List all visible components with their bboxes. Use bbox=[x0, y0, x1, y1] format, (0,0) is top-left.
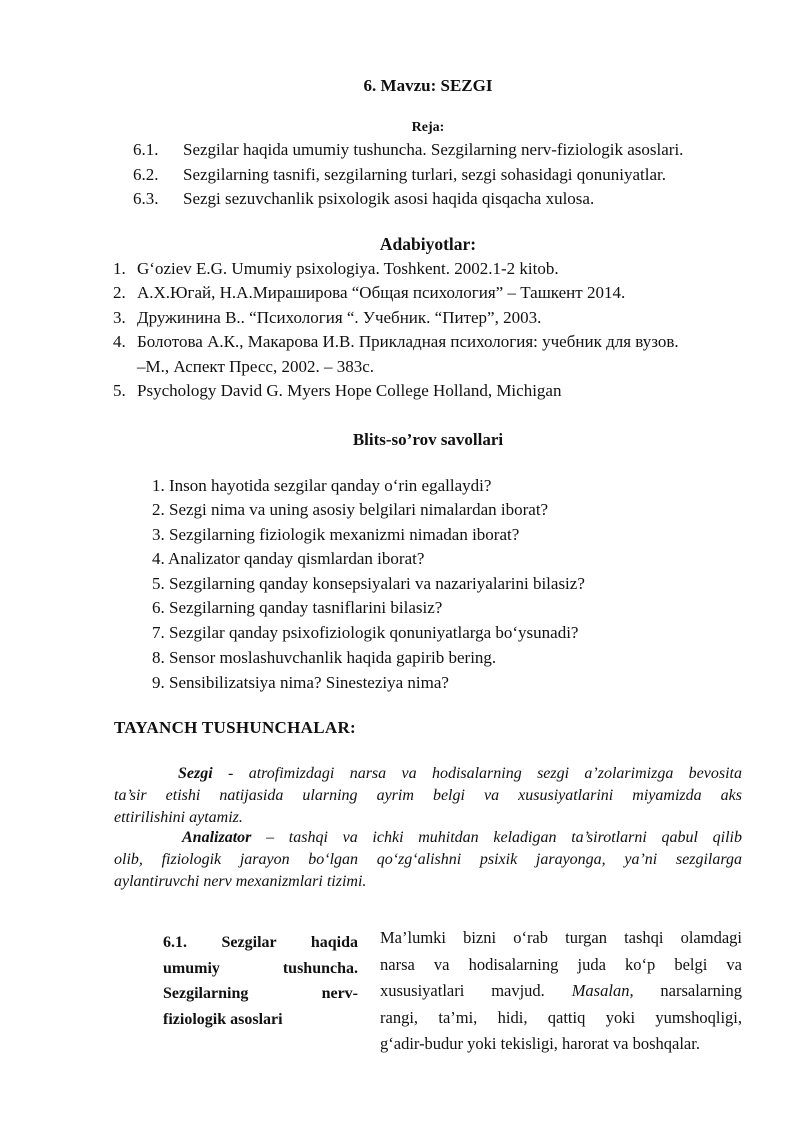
literature-item-number: 3. bbox=[113, 308, 126, 327]
question-item: 8. Sensor moslashuvchanlik haqida gapirib bering. bbox=[152, 648, 497, 667]
paragraph-line: g‘adir-budur yoki tekisligi, harorat va boshqalar. bbox=[380, 1034, 700, 1053]
literature-item-number: 4. bbox=[113, 332, 126, 351]
plan-label: Reja: bbox=[411, 120, 445, 135]
definition-analizator bbox=[114, 827, 742, 893]
plan-item bbox=[133, 165, 666, 185]
definition-line bbox=[114, 827, 742, 849]
question-item: 7. Sezgilar qanday psixofiziologik qonuniyatlarga bo‘ysunadi? bbox=[152, 623, 579, 642]
question-item: 6. Sezgilarning qanday tasniflarini bilasiz? bbox=[152, 598, 443, 617]
definition-line: aylantiruvchi nerv mexanizmlari tizimi. bbox=[114, 873, 367, 890]
section-heading-box bbox=[163, 930, 358, 1032]
plan-item bbox=[133, 189, 594, 209]
plan-item-number: 6.1. bbox=[133, 140, 159, 159]
literature-item-continuation: –М., Аспект Пресс, 2002. – 383с. bbox=[137, 357, 375, 376]
literature-item-number: 1. bbox=[113, 259, 126, 278]
page-title: 6. Mavzu: SEZGI bbox=[363, 76, 493, 95]
key-concepts-title: TAYANCH TUSHUNCHALAR: bbox=[114, 718, 356, 737]
definition-text: - atrofimizdagi narsa va hodisalarning sezgi a’zolarimizga bevosita bbox=[212, 765, 742, 782]
literature-item-text: G‘oziev E.G. Umumiy psixologiya. Toshkent. 2002.1-2 kitob. bbox=[137, 259, 559, 278]
questions-title: Blits-so’rov savollari bbox=[352, 430, 504, 449]
paragraph-line: rangi, ta’mi, hidi, qattiq yoki yumshoqligi, bbox=[380, 1007, 742, 1027]
section-heading-line: umumiy tushuncha. bbox=[163, 959, 358, 977]
definition-term: Analizator bbox=[182, 829, 252, 846]
question-item: 1. Inson hayotida sezgilar qanday o‘rin egallaydi? bbox=[152, 476, 492, 495]
literature-item bbox=[113, 283, 625, 303]
literature-item bbox=[113, 308, 541, 328]
literature-title: Adabiyotlar: bbox=[379, 234, 477, 254]
literature-item-text: А.Х.Югай, Н.А.Мираширова “Общая психология” – Ташкент 2014. bbox=[137, 283, 626, 302]
literature-item-number: 2. bbox=[113, 283, 126, 302]
section-heading-line: fiziologik asoslari bbox=[163, 1010, 283, 1028]
question-item: 4. Analizator qanday qismlardan iborat? bbox=[152, 549, 425, 568]
literature-item bbox=[113, 259, 559, 279]
definition-line: olib, fiziologik jarayon bo‘lgan qo‘zg‘alishni psixik jarayonga, ya’ni sezgilarga bbox=[114, 851, 742, 868]
definition-line: ta’sir etishi natijasida ularning ayrim belgi va xususiyatlarini miyamizda aks bbox=[114, 787, 742, 804]
literature-item-text: Psychology David G. Myers Hope College Holland, Michigan bbox=[137, 381, 562, 400]
plan-item-text: Sezgilarning tasnifi, sezgilarning turlari, sezgi sohasidagi qonuniyatlar. bbox=[183, 165, 666, 184]
definition-line: ettirilishini aytamiz. bbox=[114, 809, 243, 826]
question-item: 3. Sezgilarning fiziologik mexanizmi nimadan iborat? bbox=[152, 525, 520, 544]
section-heading-line: Sezgilarning nerv- bbox=[163, 985, 358, 1002]
paragraph-line bbox=[380, 978, 742, 1005]
paragraph-text: xususiyatlari mavjud. bbox=[380, 981, 572, 1000]
literature-item bbox=[113, 332, 679, 352]
literature-item-text: Болотова А.К., Макарова И.В. Прикладная психология: учебник для вузов. bbox=[137, 332, 679, 351]
definition-text: – tashqi va ichki muhitdan keladigan ta’sirotlarni qabul qilib bbox=[251, 829, 742, 846]
definition-line bbox=[114, 763, 742, 785]
literature-item bbox=[113, 381, 561, 401]
definition-term: Sezgi bbox=[178, 765, 213, 782]
definition-sezgi bbox=[114, 763, 742, 829]
body-paragraph bbox=[380, 925, 742, 1058]
literature-item-number: 5. bbox=[113, 381, 126, 400]
plan-item-text: Sezgi sezuvchanlik psixologik asosi haqida qisqacha xulosa. bbox=[183, 189, 595, 208]
plan-item-number: 6.2. bbox=[133, 165, 159, 184]
question-item: 9. Sensibilizatsiya nima? Sinesteziya nima? bbox=[152, 673, 449, 692]
paragraph-emphasis: Masalan, bbox=[571, 981, 634, 1000]
question-item: 2. Sezgi nima va uning asosiy belgilari nimalardan iborat? bbox=[152, 500, 549, 519]
paragraph-line: Ma’lumki bizni o‘rab turgan tashqi olamdagi bbox=[380, 928, 742, 947]
plan-item bbox=[133, 140, 683, 160]
plan-item-number: 6.3. bbox=[133, 189, 159, 208]
paragraph-text: narsalarning bbox=[633, 981, 742, 1000]
question-item: 5. Sezgilarning qanday konsepsiyalari va nazariyalarini bilasiz? bbox=[152, 574, 585, 593]
plan-item-text: Sezgilar haqida umumiy tushuncha. Sezgilarning nerv-fiziologik asoslari. bbox=[183, 140, 684, 159]
section-heading-line: 6.1. Sezgilar haqida bbox=[163, 934, 358, 951]
paragraph-line: narsa va hodisalarning juda ko‘p belgi va bbox=[380, 954, 742, 974]
literature-item-text: Дружинина В.. “Психология “. Учебник. “Питер”, 2003. bbox=[137, 308, 542, 327]
